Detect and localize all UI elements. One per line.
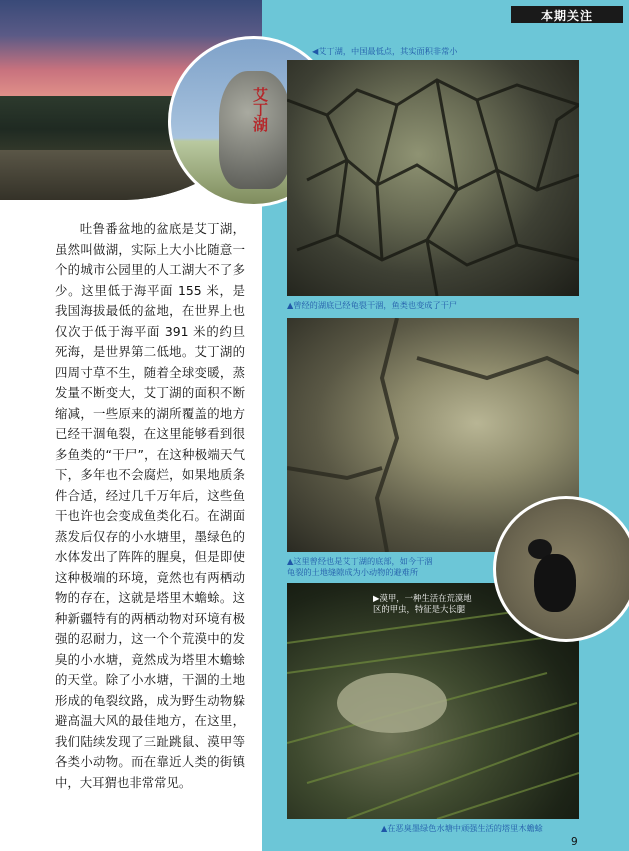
caption-lake-bottom-line2: 龟裂的土地缝隙成为小动物的避难所 xyxy=(287,567,419,577)
crack-pattern xyxy=(287,60,579,296)
caption-lake-bottom-line1: ▲这里曾经也是艾丁湖的底部，如今干涸 xyxy=(287,556,433,566)
beetle-body xyxy=(534,554,576,612)
section-title: 本期关注 xyxy=(540,9,593,23)
article-body: 吐鲁番盆地的盆底是艾丁湖，虽然叫做湖，实际上大小比随意一个的城市公园里的人工湖大不了多少。这里低于海平面 155 米，是我国海拔最低的盆地，在世界上也仅次于低于海平面 391 米的约旦死海，是世界第二低地。艾丁湖的四周寸草不生，随着全球变暖，蒸发量不断变大，艾丁湖的面积不断缩减，一些原来的湖所覆盖的地方已经干涸龟裂，在这里能够看到很多鱼类的“干尸”，在这种极端天气下，多年也不会腐烂，如果地质条件合适，经过几千万年后，这些鱼干也许也会变成鱼类化石。在湖面蒸发后仅存的小水塘里，墨绿色的水体发出了阵阵的腥臭，但是即使这种极端的环境，竟然也有两栖动物的存在，这就是塔里木蟾蜍。这种新疆特有的两栖动物对环境有极强的忍耐力，这一个个荒漠中的发臭的小水塘，竟然成为塔里木蟾蜍的天堂。除了小水塘，干涸的土地形成的龟裂纹路，成为野生动物躲避高温大风的最佳地方，在这里，我们陆续发现了三趾跳鼠、漠甲等各类小动物。而在靠近人类的街镇中，大耳猬也非常常见。 xyxy=(55,221,245,790)
stone-inscription: 艾丁湖 xyxy=(251,87,269,132)
caption-beetle-line1: ▶漠甲，一种生活在荒漠地 xyxy=(373,593,472,603)
cracked-lakebed-photo xyxy=(287,60,579,296)
caption-cracked-lakebed: ▲曾经的湖底已经龟裂干涸，鱼类也变成了干尸 xyxy=(287,300,458,310)
caption-beetle-line2: 区的甲虫，特征是大长腿 xyxy=(373,604,466,614)
section-header xyxy=(511,6,623,23)
caption-tarim-toad: ▲在恶臭墨绿色水塘中顽强生活的塔里木蟾蜍 xyxy=(381,823,543,833)
caption-aiding-lake: ◀艾丁湖，中国最低点，其实面积非常小 xyxy=(312,46,458,56)
darkling-beetle-photo xyxy=(493,496,629,642)
page-number: 9 xyxy=(571,836,578,848)
